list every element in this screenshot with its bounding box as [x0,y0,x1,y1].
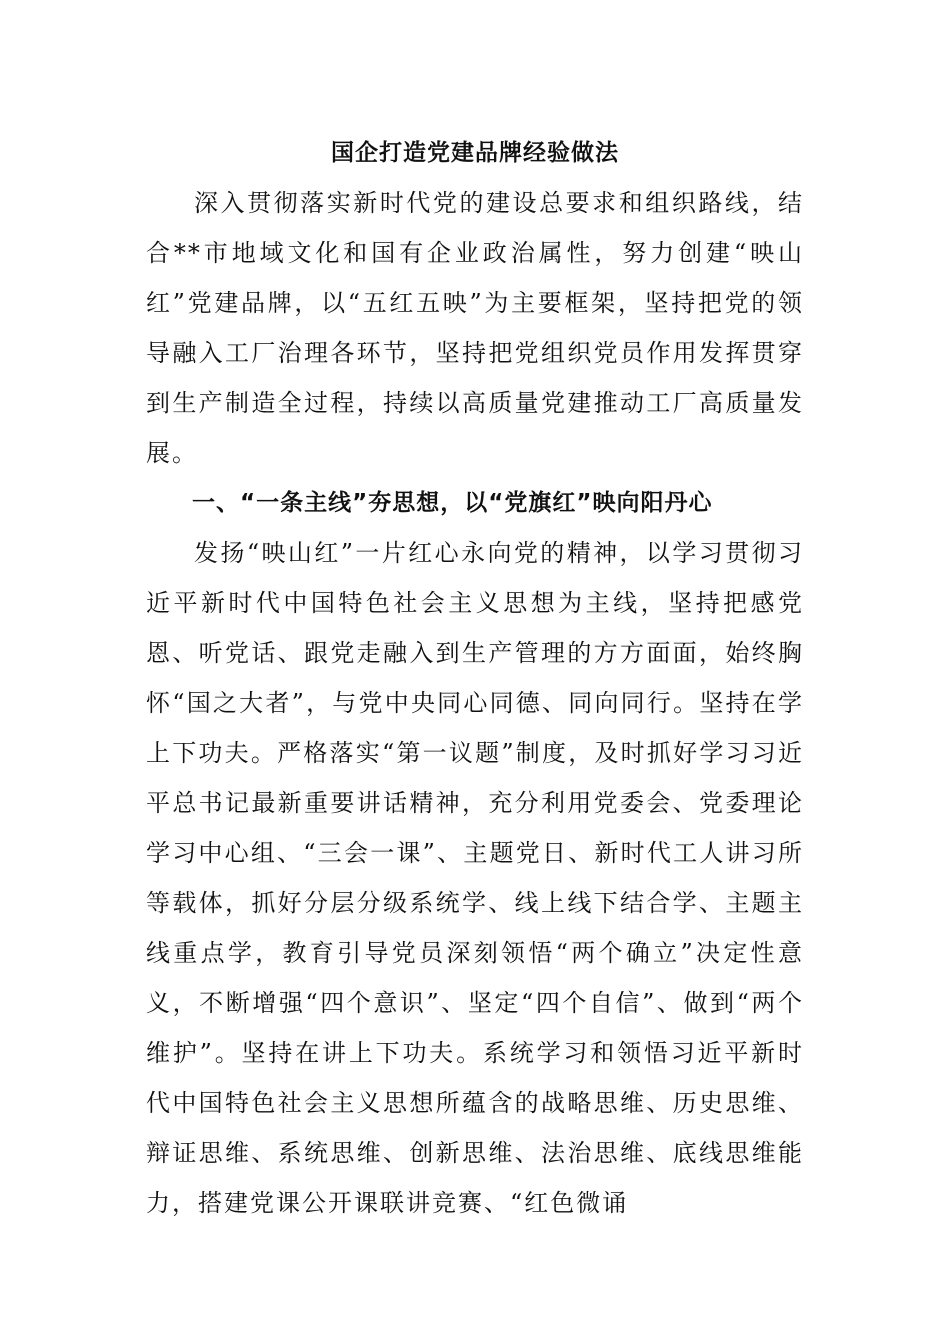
intro-paragraph: 深入贯彻落实新时代党的建设总要求和组织路线，结合**市地域文化和国有企业政治属性，努力创建“映山红”党建品牌，以“五红五映”为主要框架，坚持把党的领导融入工厂治理各环节，坚持把党组织党员作用发挥贯穿到生产制造全过程，持续以高质量党建推动工厂高质量发展。 [146,189,804,467]
document-content [146,128,804,1228]
section-1-paragraph: 发扬“映山红”一片红心永向党的精神，以学习贯彻习近平新时代中国特色社会主义思想为主线，坚持把感党恩、听党话、跟党走融入到生产管理的方方面面，始终胸怀“国之大者”，与党中央同心同德、同向同行。坚持在学上下功夫。严格落实“第一议题”制度，及时抓好学习习近平总书记最新重要讲话精神，充分利用党委会、党委理论学习中心组、“三会一课”、主题党日、新时代工人讲习所等载体，抓好分层分级系统学、线上线下结合学、主题主线重点学，教育引导党员深刻领悟“两个确立”决定性意义，不断增强“四个意识”、坚定“四个自信”、做到“两个维护”。坚持在讲上下功夫。系统学习和领悟习近平新时代中国特色社会主义思想所蕴含的战略思维、历史思维、辩证思维、系统思维、创新思维、法治思维、底线思维能力，搭建党课公开课联讲竞赛、“红色微诵 [146,539,804,1217]
document-title: 国企打造党建品牌经验做法 [331,140,619,166]
section-1-heading: 一、“一条主线”夯思想，以“党旗红”映向阳丹心 [192,490,713,516]
